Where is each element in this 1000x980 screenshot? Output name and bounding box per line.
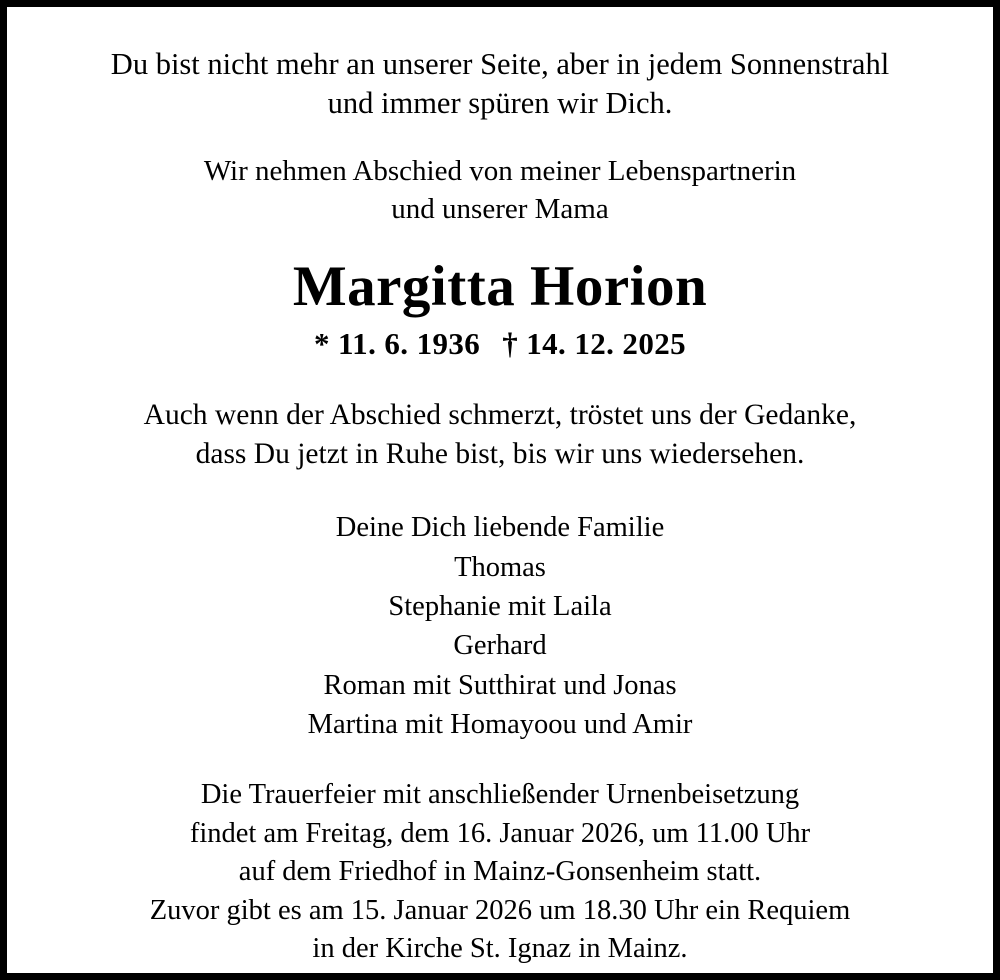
deceased-name: Margitta Horion [292,255,708,319]
ceremony-line: auf dem Friedhof in Mainz-Gonsenheim statt. [238,856,762,888]
consolation-line: Auch wenn der Abschied schmerzt, tröstet uns der Gedanke, [143,398,857,431]
family-line: Stephanie mit Laila [388,591,612,623]
farewell-statement [41,153,959,228]
consolation-text [41,396,959,474]
family-line: Martina mit Homayoou und Amir [307,709,693,741]
farewell-line: Wir nehmen Abschied von meiner Lebenspartnerin [203,155,797,188]
ceremony-line: in der Kirche St. Ignaz in Mainz. [312,933,688,965]
intro-line: und immer spüren wir Dich. [327,86,673,121]
intro-verse [41,45,959,123]
family-line: Deine Dich liebende Familie [335,512,665,544]
ceremony-line: findet am Freitag, dem 16. Januar 2026, um 11.00 Uhr [189,817,811,849]
family-list [41,508,959,744]
life-dates [41,326,959,362]
birth-date: * 11. 6. 1936 [313,325,481,361]
ceremony-details [41,776,959,968]
farewell-line: und unserer Mama [391,192,609,225]
family-line: Gerhard [453,630,547,662]
family-line: Thomas [454,551,546,583]
ceremony-line: Die Trauerfeier mit anschließender Urnenbeisetzung [200,779,800,811]
ceremony-line: Zuvor gibt es am 15. Januar 2026 um 18.30 Uhr ein Requiem [149,894,851,926]
family-line: Roman mit Sutthirat und Jonas [323,669,677,701]
intro-line: Du bist nicht mehr an unserer Seite, aber in jedem Sonnenstrahl [110,47,890,81]
consolation-line: dass Du jetzt in Ruhe bist, bis wir uns wiedersehen. [195,438,805,471]
death-date: † 14. 12. 2025 [502,325,687,361]
